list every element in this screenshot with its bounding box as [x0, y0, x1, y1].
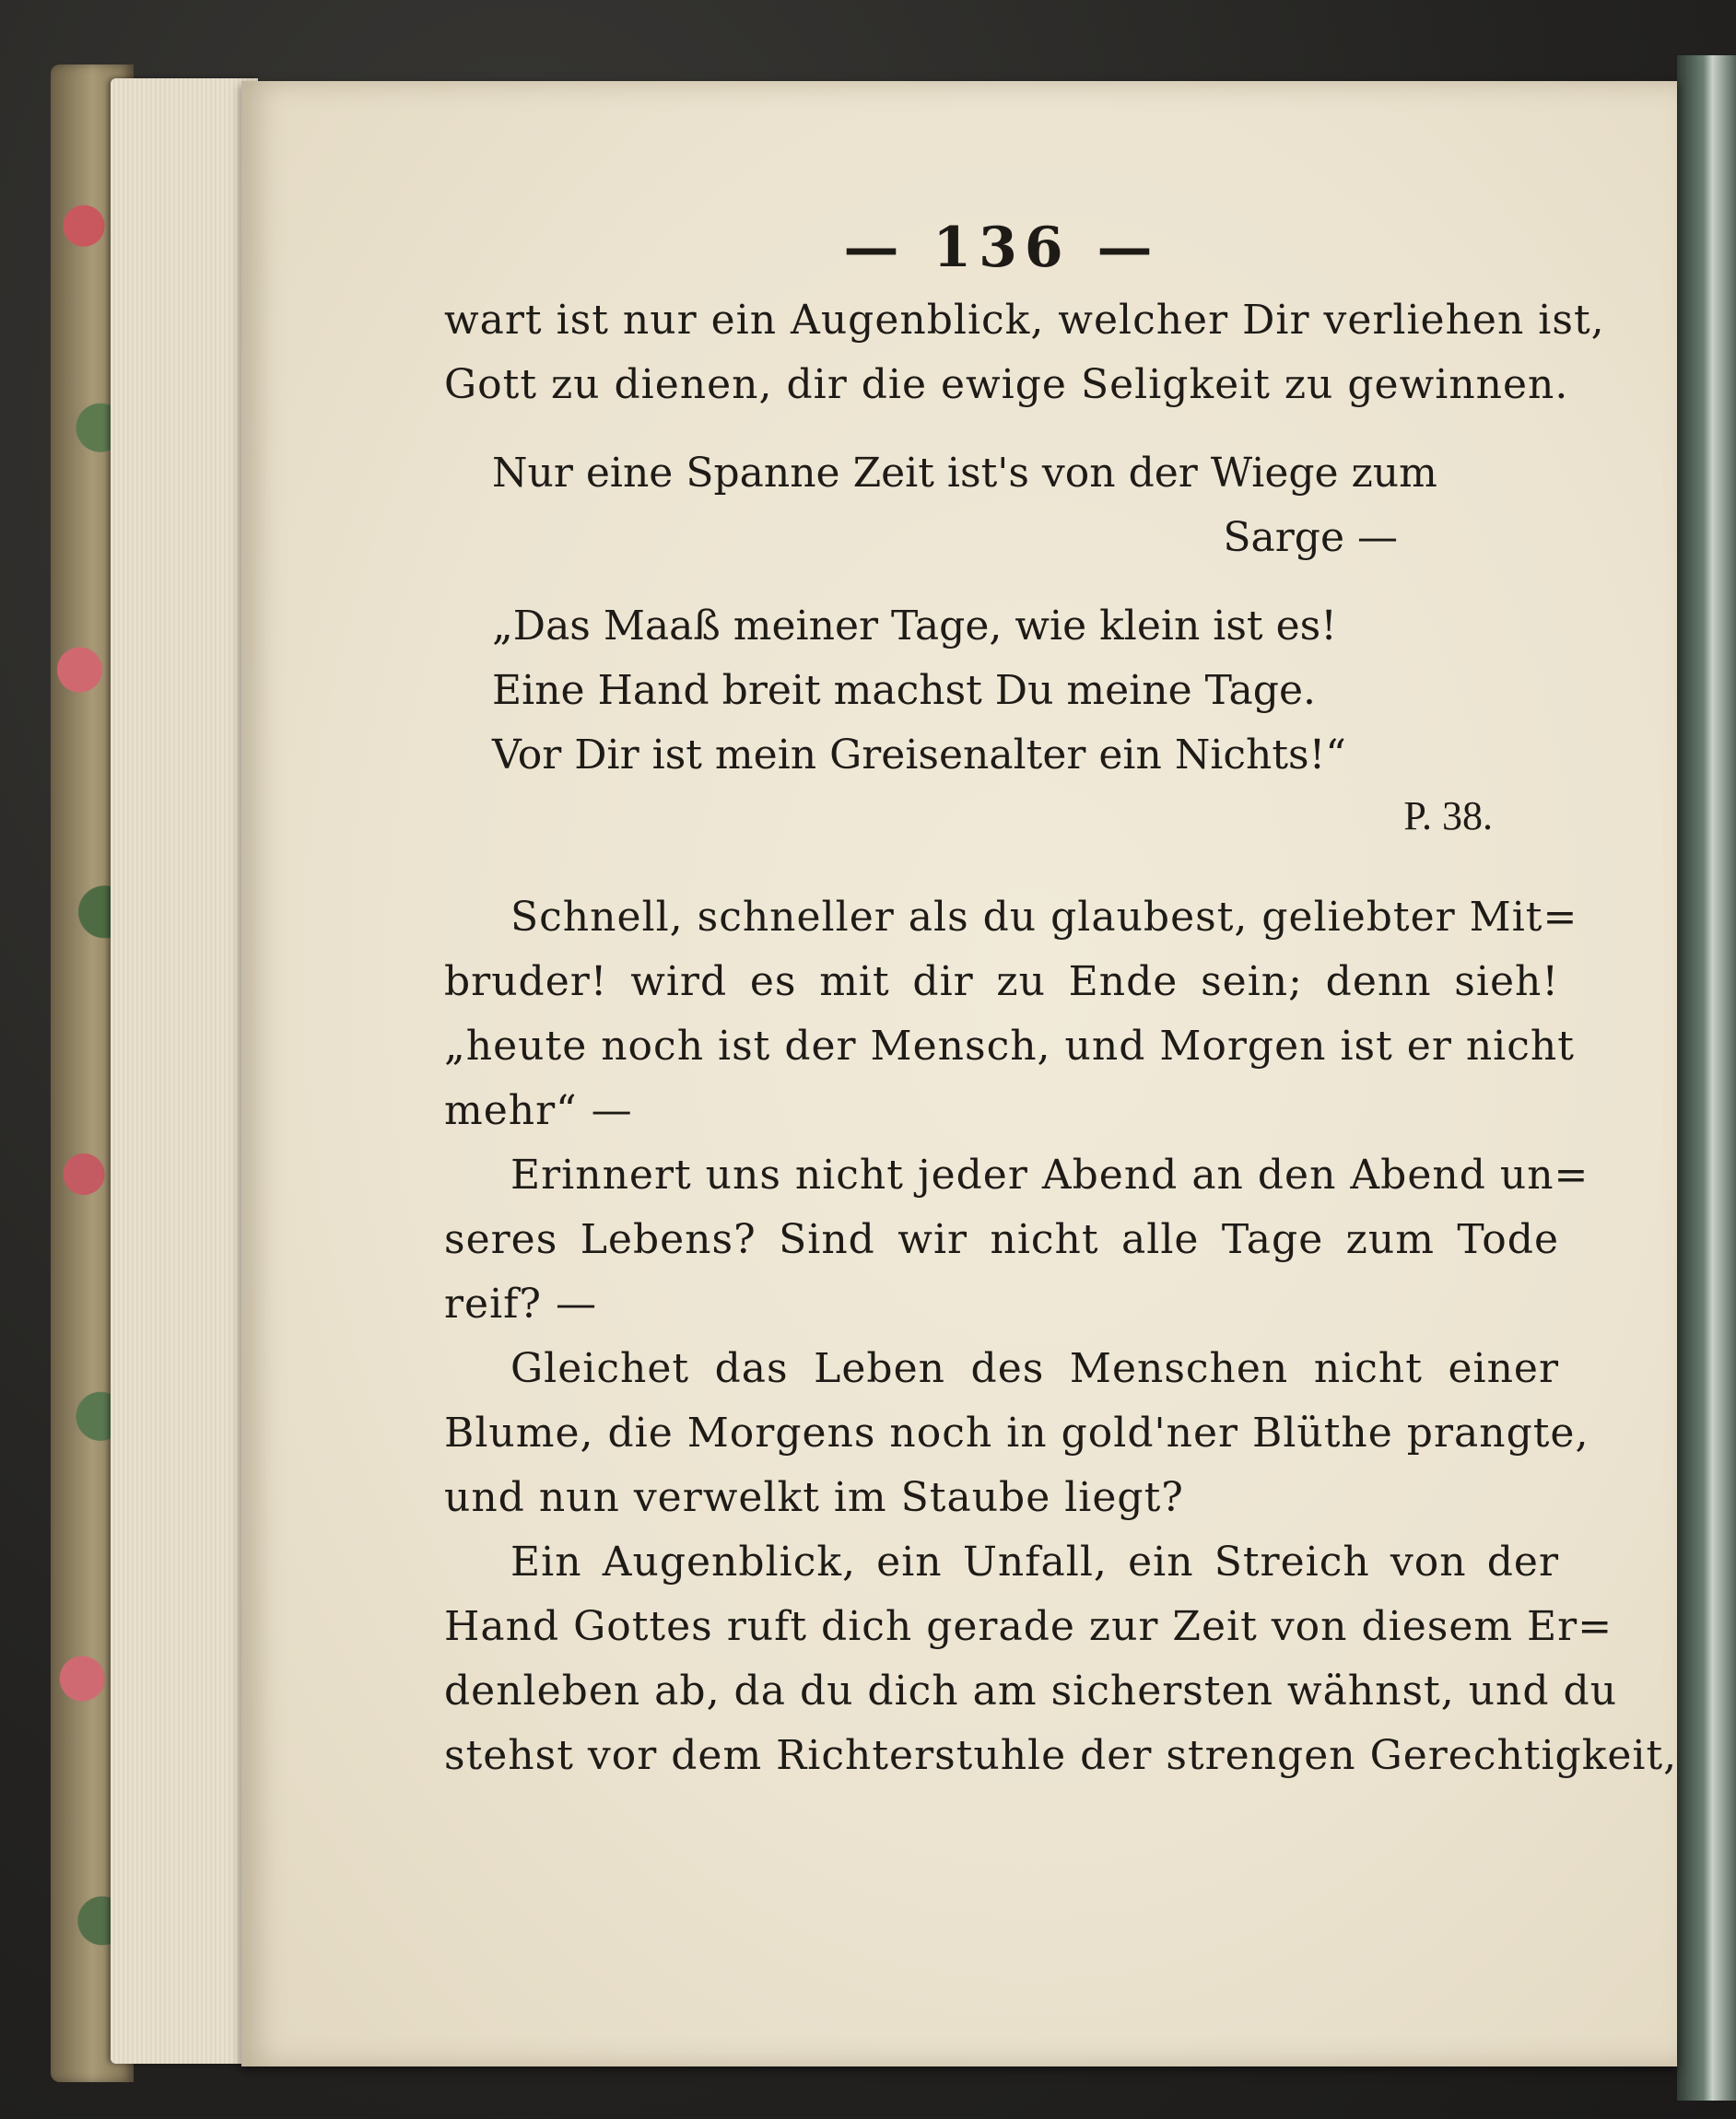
- page-content: [444, 215, 1678, 1788]
- text-line: Hand Gottes ruft dich gerade zur Zeit von diesem Er=: [444, 1603, 1613, 1650]
- text-line: Blume, die Morgens noch in gold'ner Blüthe prangte,: [444, 1410, 1589, 1457]
- text-line: Gott zu dienen, dir die ewige Seligkeit zu gewinnen.: [444, 361, 1569, 408]
- verse-line: Sarge —: [1223, 514, 1398, 561]
- text-line: reif? —: [444, 1281, 598, 1328]
- text-line: wart ist nur ein Augenblick, welcher Dir verliehen ist,: [444, 297, 1605, 344]
- verse-reference: P. 38.: [1403, 793, 1493, 838]
- book-page: [241, 81, 1677, 2066]
- verse-block-2: [444, 594, 1559, 845]
- text-line: „heute noch ist der Mensch, und Morgen ist er nicht: [444, 1023, 1575, 1070]
- paragraph-4: [444, 1530, 1678, 1788]
- text-line: Gleichet das Leben des Menschen nicht einer: [510, 1345, 1559, 1392]
- paragraph-1: [444, 885, 1578, 1143]
- page-number: — 136 —: [843, 216, 1160, 280]
- text-line: Ein Augenblick, ein Unfall, ein Streich von der: [510, 1539, 1559, 1586]
- paragraph-2: [444, 1143, 1589, 1337]
- verse-line: „Das Maaß meiner Tage, wie klein ist es!: [492, 603, 1337, 650]
- text-line: Erinnert uns nicht jeder Abend an den Abend un=: [510, 1152, 1589, 1199]
- text-line: denleben ab, da du dich am sichersten wähnst, und du: [444, 1668, 1618, 1715]
- text-line: mehr“ —: [444, 1087, 633, 1134]
- adjacent-page-edge: [1677, 55, 1736, 2101]
- verse-line: Eine Hand breit machst Du meine Tage.: [492, 667, 1316, 714]
- text-line: seres Lebens? Sind wir nicht alle Tage zum Tode: [444, 1216, 1559, 1263]
- text-line: bruder! wird es mit dir zu Ende sein; denn sieh!: [444, 958, 1559, 1005]
- verse-line: Vor Dir ist mein Greisenalter ein Nichts!“: [492, 732, 1346, 779]
- paragraph-3: [444, 1337, 1589, 1530]
- text-line: Schnell, schneller als du glaubest, geliebter Mit=: [510, 894, 1578, 941]
- verse-line: Nur eine Spanne Zeit ist's von der Wiege zum: [492, 450, 1437, 497]
- page-stack-edge: [111, 78, 258, 2064]
- text-line: und nun verwelkt im Staube liegt?: [444, 1474, 1184, 1521]
- verse-block-1: [444, 441, 1559, 570]
- text-line: stehst vor dem Richterstuhle der strengen Gerechtigkeit,: [444, 1732, 1678, 1779]
